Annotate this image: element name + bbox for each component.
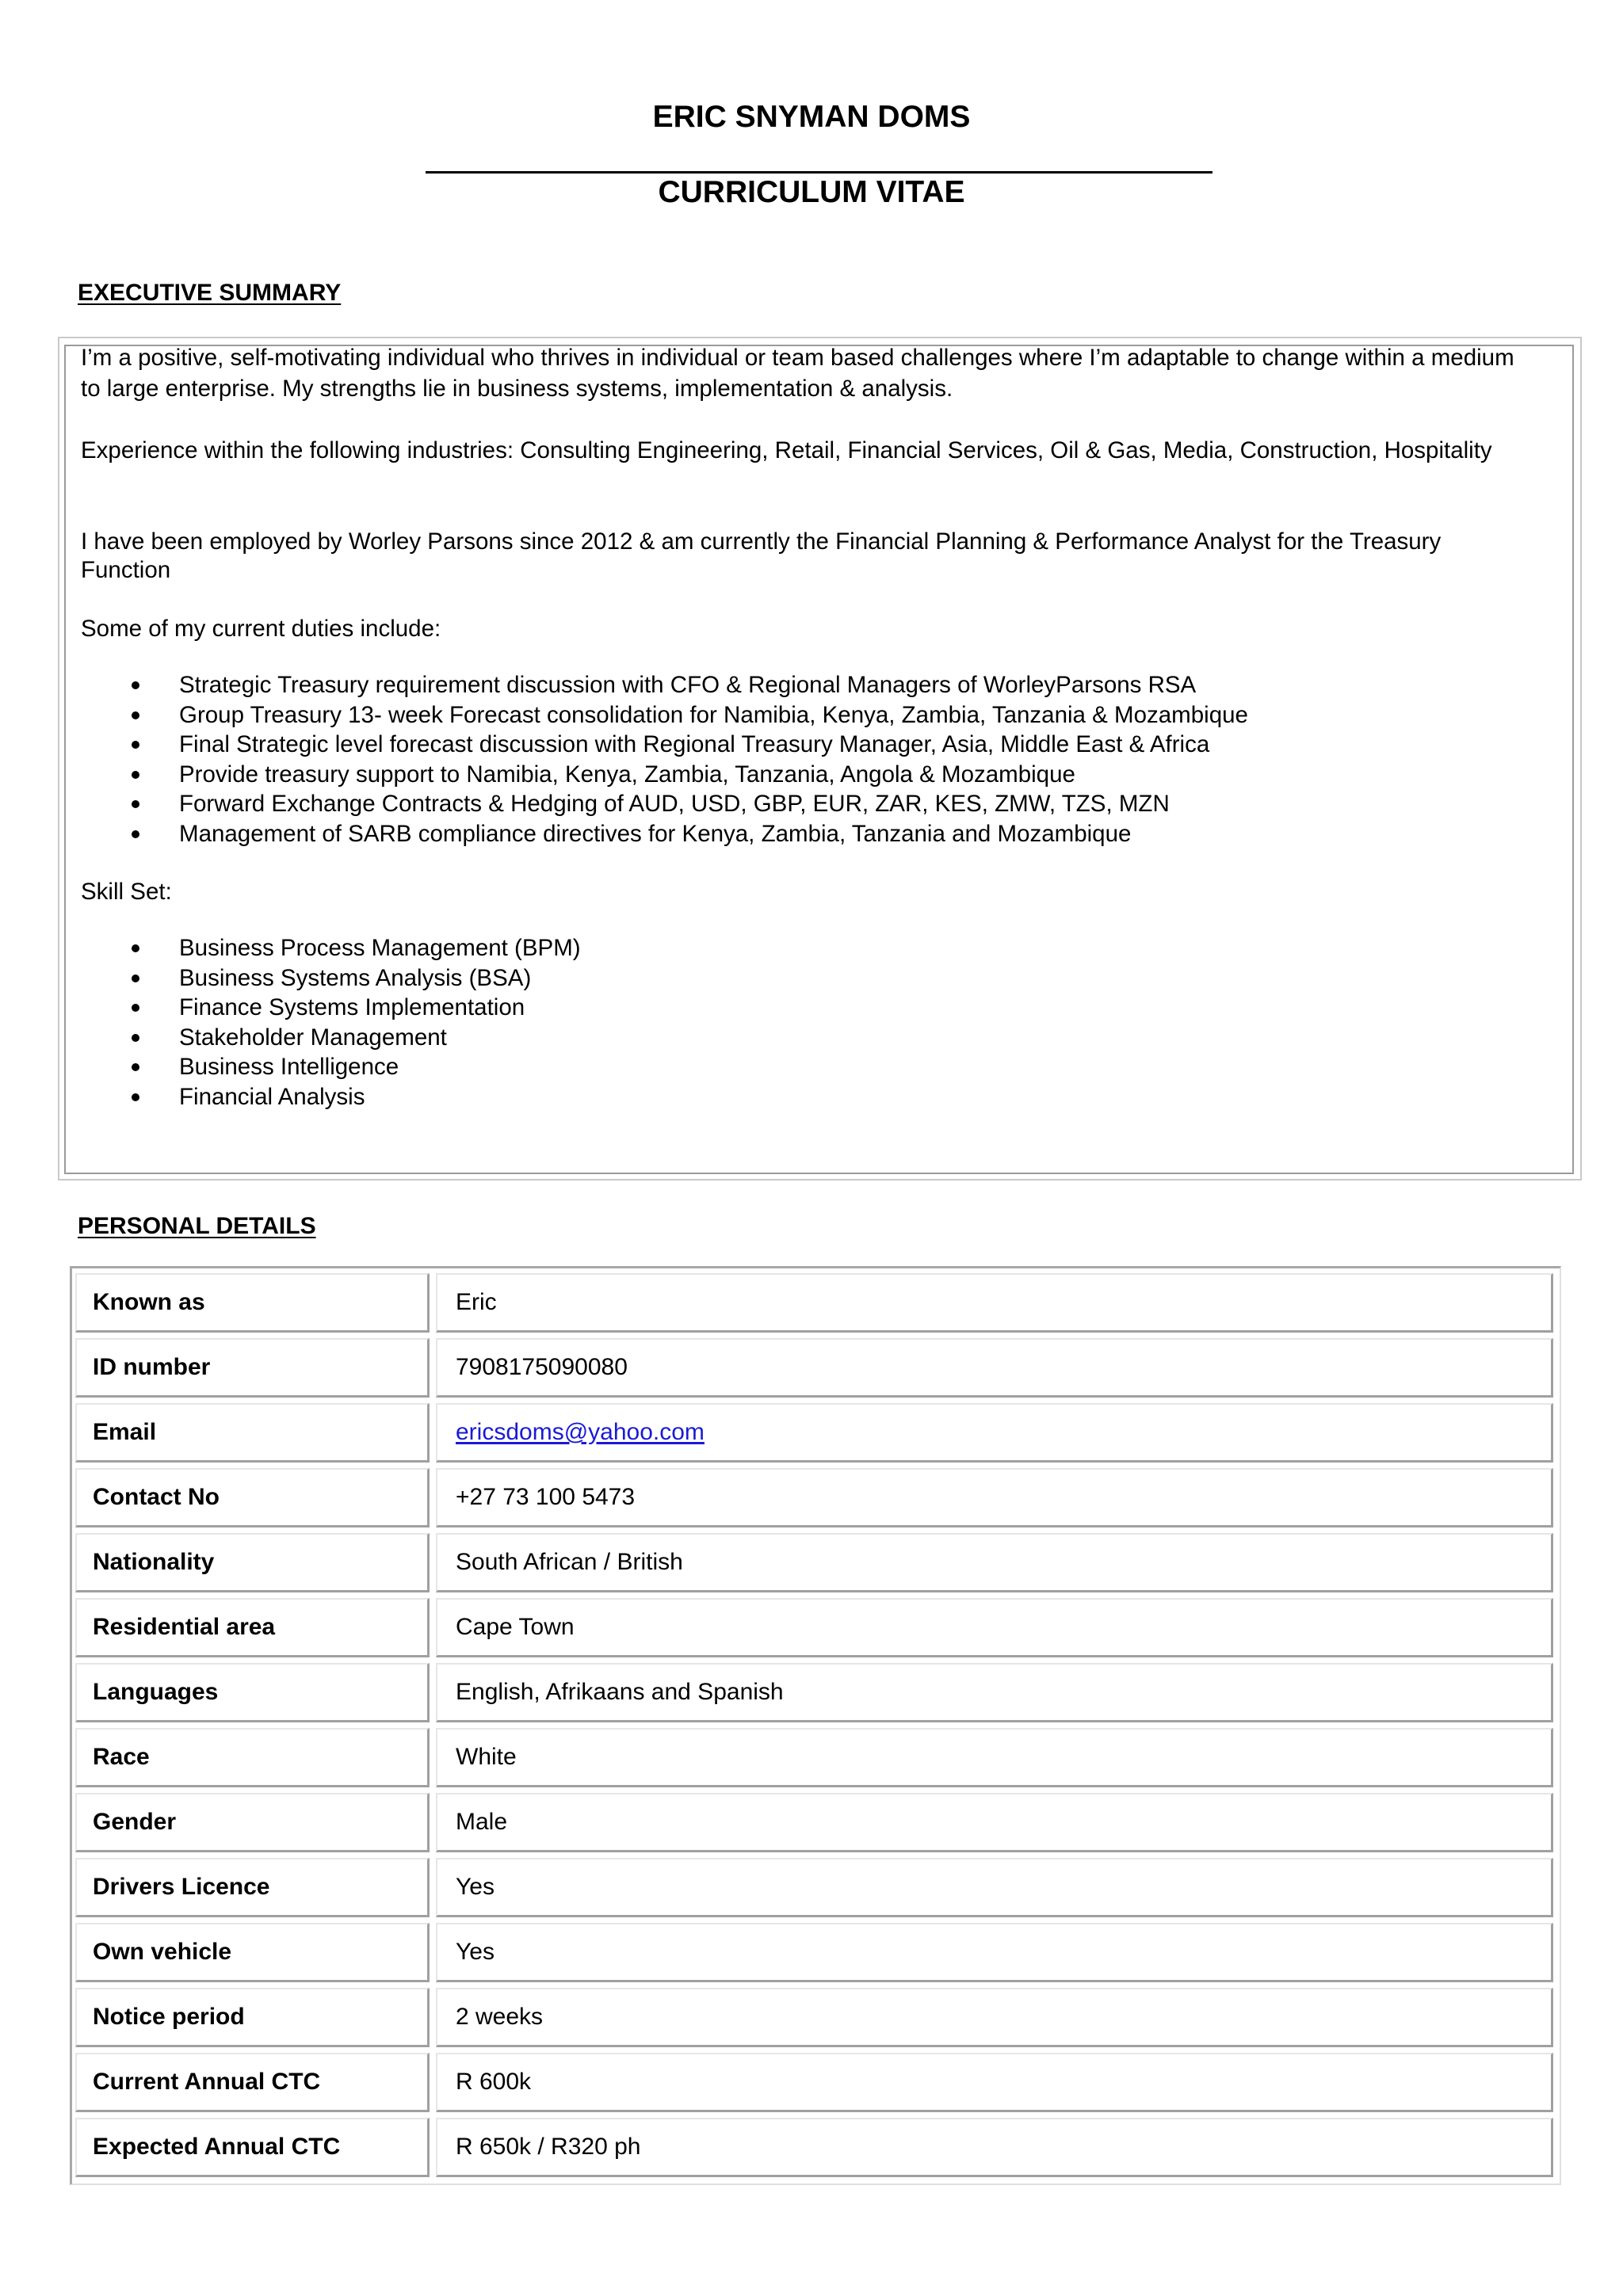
table-row [0, 1988, 1623, 2048]
row-value: Cape Town [436, 1598, 1553, 1657]
bullet-icon [132, 800, 139, 808]
table-row [0, 1338, 1623, 1398]
table-row [0, 1533, 1623, 1593]
row-label: Languages [75, 1663, 430, 1722]
list-item: Finance Systems Implementation [81, 993, 1531, 1023]
summary-paragraph-intro: I’m a positive, self-motivating individual who thrives in individual or team based challenges where I’m adaptable to change within a medium to large enterprise. My strengths lie in business systems, implementation & analysis. [81, 345, 1514, 402]
row-value: Yes [436, 1858, 1553, 1917]
table-row [0, 2118, 1623, 2178]
row-value: +27 73 100 5473 [436, 1468, 1553, 1527]
bullet-icon [132, 1063, 139, 1071]
row-label: Contact No [75, 1468, 430, 1527]
row-label: Expected Annual CTC [75, 2118, 430, 2177]
row-value: Yes [436, 1923, 1553, 1982]
row-value: Male [436, 1793, 1553, 1852]
document-title: CURRICULUM VITAE [658, 175, 965, 209]
bullet-icon [132, 1034, 139, 1042]
personal-details-heading: PERSONAL DETAILS [78, 1213, 316, 1239]
duties-list [81, 670, 1531, 849]
summary-paragraph-employment: I have been employed by Worley Parsons since 2012 & am currently the Financial Planning & Performance Analyst for the Treasury Function [81, 528, 1442, 583]
row-label: Drivers Licence [75, 1858, 430, 1917]
row-value: 7908175090080 [436, 1338, 1553, 1398]
bullet-icon [132, 1093, 139, 1101]
skills-list [81, 933, 1531, 1112]
list-item: Financial Analysis [81, 1082, 1531, 1112]
bullet-icon [132, 830, 139, 838]
list-item: Final Strategic level forecast discussion with Regional Treasury Manager, Asia, Middle East & Africa [81, 730, 1531, 760]
row-value: South African / British [436, 1533, 1553, 1592]
row-value: English, Afrikaans and Spanish [436, 1663, 1553, 1722]
list-item: Group Treasury 13- week Forecast consolidation for Namibia, Kenya, Zambia, Tanzania & Mozambique [81, 700, 1531, 730]
bullet-icon [132, 681, 139, 689]
row-value: Eric [436, 1273, 1553, 1333]
list-item: Business Process Management (BPM) [81, 933, 1531, 963]
table-row [0, 1468, 1623, 1528]
row-value [436, 1403, 1553, 1463]
table-row [0, 1598, 1623, 1658]
row-label: Own vehicle [75, 1923, 430, 1982]
list-item: Strategic Treasury requirement discussion with CFO & Regional Managers of WorleyParsons RSA [81, 670, 1531, 700]
list-item: Stakeholder Management [81, 1023, 1531, 1053]
row-value: R 600k [436, 2053, 1553, 2112]
table-row [0, 2053, 1623, 2113]
table-row [0, 1273, 1623, 1333]
list-item: Provide treasury support to Namibia, Kenya, Zambia, Tanzania, Angola & Mozambique [81, 760, 1531, 790]
list-item: Management of SARB compliance directives for Kenya, Zambia, Tanzania and Mozambique [81, 819, 1531, 849]
email-link[interactable]: ericsdoms@yahoo.com [456, 1419, 705, 1445]
executive-summary-heading: EXECUTIVE SUMMARY [78, 280, 342, 306]
table-row [0, 1728, 1623, 1788]
row-label: Email [75, 1403, 430, 1463]
bullet-icon [132, 741, 139, 749]
list-item: Forward Exchange Contracts & Hedging of AUD, USD, GBP, EUR, ZAR, KES, ZMW, TZS, MZN [81, 789, 1531, 819]
row-label: Gender [75, 1793, 430, 1852]
duties-intro: Some of my current duties include: [81, 616, 441, 642]
list-item: Business Systems Analysis (BSA) [81, 963, 1531, 994]
bullet-icon [132, 711, 139, 719]
table-row [0, 1858, 1623, 1918]
row-label: Nationality [75, 1533, 430, 1592]
table-row [0, 1403, 1623, 1463]
table-row [0, 1923, 1623, 1983]
row-label: Notice period [75, 1988, 430, 2047]
bullet-icon [132, 944, 139, 952]
bullet-icon [132, 771, 139, 779]
row-value: R 650k / R320 ph [436, 2118, 1553, 2177]
bullet-icon [132, 974, 139, 982]
table-row [0, 1663, 1623, 1723]
row-label: ID number [75, 1338, 430, 1398]
row-value: 2 weeks [436, 1988, 1553, 2047]
candidate-name: ERIC SNYMAN DOMS [652, 100, 971, 134]
summary-paragraph-industries: Experience within the following industries: Consulting Engineering, Retail, Financial Services, Oil & Gas, Media, Construction, Hospitality [81, 437, 1492, 463]
row-label: Current Annual CTC [75, 2053, 430, 2112]
skills-intro: Skill Set: [81, 879, 172, 905]
row-label: Race [75, 1728, 430, 1787]
row-label: Known as [75, 1273, 430, 1333]
table-row [0, 1793, 1623, 1853]
bullet-icon [132, 1004, 139, 1012]
list-item: Business Intelligence [81, 1052, 1531, 1082]
row-value: White [436, 1728, 1553, 1787]
row-label: Residential area [75, 1598, 430, 1657]
